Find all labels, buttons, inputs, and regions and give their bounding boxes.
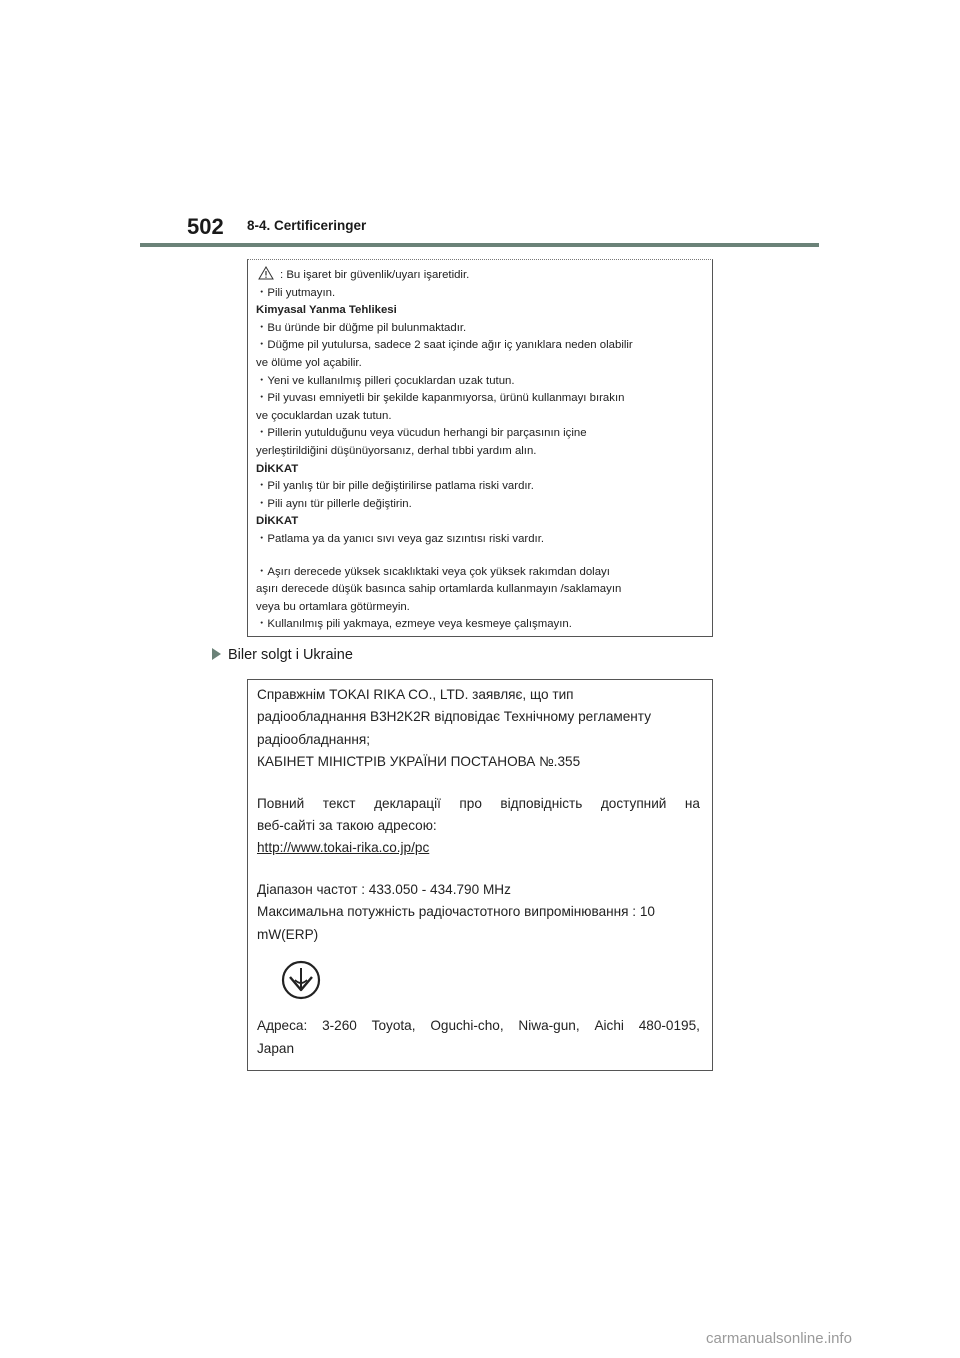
declaration-url-link[interactable]: http://www.tokai-rika.co.jp/pc xyxy=(257,840,430,856)
warning-line: ・Pil yuvası emniyetli bir şekilde kapanmıyorsa, ürünü kullanmayı bırakın xyxy=(256,392,625,405)
warning-heading: DİKKAT xyxy=(256,515,299,528)
declaration-line: Справжнім TOKAI RIKA CO., LTD. заявляє, що тип xyxy=(257,687,574,702)
watermark: carmanualsonline.info xyxy=(706,1330,852,1347)
frequency-range: Діапазон частот : 433.050 - 434.790 MHz xyxy=(257,881,511,897)
declaration-line: радіообладнання B3H2K2R відповідає Технічному регламенту xyxy=(257,709,651,725)
warning-line: ve ölüme yol açabilir. xyxy=(256,356,362,369)
address-line: Адреса: 3-260 Toyota, Oguchi-cho, Niwa-gun, Aichi 480-0195, xyxy=(257,1018,700,1034)
ukrainian-conformity-mark-icon xyxy=(281,960,321,1000)
warning-line: veya bu ortamlara götürmeyin. xyxy=(256,600,410,613)
triangle-bullet-icon xyxy=(212,648,221,660)
ukraine-declaration-box xyxy=(247,679,713,1071)
header-rule xyxy=(140,243,819,247)
declaration-line: КАБІНЕТ МІНІСТРІВ УКРАЇНИ ПОСТАНОВА №.355 xyxy=(257,754,581,770)
address-line: Japan xyxy=(257,1040,295,1056)
warning-line: ve çocuklardan uzak tutun. xyxy=(256,409,392,422)
max-power: Максимальна потужність радіочастотного випромінювання : 10 xyxy=(257,904,655,920)
declaration-line: радіообладнання; xyxy=(257,731,371,747)
warning-line: ・Pili yutmayın. xyxy=(256,286,336,299)
warning-line: ・Bu üründe bir düğme pil bulunmaktadır. xyxy=(256,321,467,334)
fulltext-line: веб-сайті за такою адресою: xyxy=(257,818,437,834)
section-title: 8-4. Certificeringer xyxy=(247,218,367,233)
warning-line: yerleştirildiğini düşünüyorsanız, derhal tıbbi yardım alın. xyxy=(256,444,537,457)
warning-line: aşırı derecede düşük basınca sahip ortamlarda kullanmayın /saklamayın xyxy=(256,583,622,596)
warning-line: ・Kullanılmış pili yakmaya, ezmeye veya kesmeye çalışmayın. xyxy=(256,618,572,631)
warning-triangle-icon xyxy=(258,266,274,280)
warning-line: ・Pili aynı tür pillerle değiştirin. xyxy=(256,497,412,510)
warning-line: ・Aşırı derecede yüksek sıcaklıktaki veya çok yüksek rakımdan dolayı xyxy=(256,565,610,578)
warning-heading: Kimyasal Yanma Tehlikesi xyxy=(256,304,397,317)
page-number: 502 xyxy=(187,214,224,239)
warning-line: ・Pillerin yutulduğunu veya vücudun herhangi bir parçasının içine xyxy=(256,427,587,440)
warning-line: : Bu işaret bir güvenlik/uyarı işaretidir. xyxy=(256,266,712,285)
ukraine-heading: Biler solgt i Ukraine xyxy=(212,647,353,663)
turkish-warning-box xyxy=(247,259,713,637)
warning-heading: DİKKAT xyxy=(256,462,299,475)
warning-line: ・Pil yanlış tür bir pille değiştirilirse patlama riski vardır. xyxy=(256,480,534,493)
warning-line: ・Düğme pil yutulursa, sadece 2 saat içinde ağır iç yanıklara neden olabilir xyxy=(256,339,633,352)
warning-line: ・Patlama ya da yanıcı sıvı veya gaz sızıntısı riski vardır. xyxy=(256,532,545,545)
warning-line: ・Yeni ve kullanılmış pilleri çocuklardan uzak tutun. xyxy=(256,374,515,387)
fulltext-line: Повний текст декларації про відповідність доступний на xyxy=(257,795,700,811)
max-power: mW(ERP) xyxy=(257,926,319,942)
